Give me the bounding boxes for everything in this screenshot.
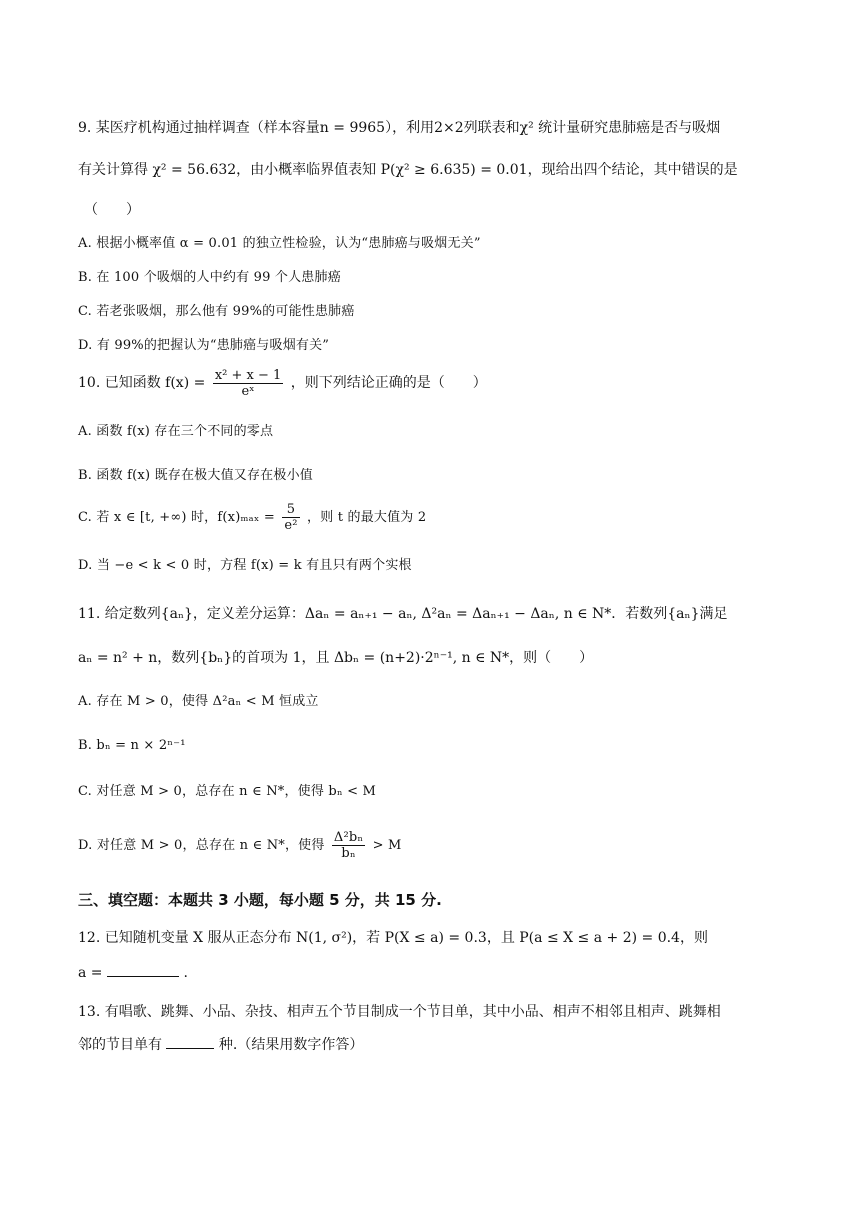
- q11-option-c: C. 对任意 M > 0，总存在 n ∈ N*，使得 bₙ < M: [78, 784, 377, 799]
- q11-option-d-pre: D. 对任意 M > 0，总存在 n ∈ N*，使得: [78, 838, 325, 853]
- q10-stem: [78, 366, 800, 400]
- q9-option-d: D. 有 99%的把握认为“患肺癌与吸烟有关”: [78, 338, 330, 353]
- q10-stem-post: ，则下列结论正确的是（ ）: [290, 375, 487, 391]
- q11-option-d-denominator: bₙ: [341, 846, 356, 861]
- q10-stem-pre: 10. 已知函数 f(x) =: [78, 375, 206, 391]
- q10-option-a: A. 函数 f(x) 存在三个不同的零点: [78, 424, 274, 439]
- q9-option-c: C. 若老张吸烟，那么他有 99%的可能性患肺癌: [78, 304, 355, 319]
- section-heading-fill-in: 三、填空题：本题共 3 小题，每小题 5 分，共 15 分.: [78, 891, 442, 909]
- q12-stem-line1: 12. 已知随机变量 X 服从正态分布 N(1, σ²)，若 P(X ≤ a) = 0.3，且 P(a ≤ X ≤ a + 2) = 0.4，则: [78, 930, 708, 946]
- q9-stem-line1: 9. 某医疗机构通过抽样调查（样本容量n = 9965），利用2×2列联表和χ² 统计量研究患肺癌是否与吸烟: [78, 120, 721, 136]
- q11-option-d-post: > M: [372, 838, 402, 853]
- q9-option-a: A. 根据小概率值 α = 0.01 的独立性检验，认为“患肺癌与吸烟无关”: [78, 236, 481, 251]
- q10-option-b: B. 函数 f(x) 既存在极大值又存在极小值: [78, 468, 313, 483]
- q11-option-d: [78, 826, 800, 866]
- q13-answer-blank[interactable]: [166, 1034, 214, 1049]
- q10-fraction-numerator: x² + x − 1: [214, 367, 282, 383]
- q11-stem-line1: 11. 给定数列{aₙ}，定义差分运算：Δaₙ = aₙ₊₁ − aₙ, Δ²aₙ = Δaₙ₊₁ − Δaₙ, n ∈ N*．若数列{aₙ}满足: [78, 606, 728, 622]
- q10-option-c: [78, 500, 800, 536]
- q12-answer-label: a =: [78, 965, 103, 981]
- q11-option-b: B. bₙ = n × 2ⁿ⁻¹: [78, 738, 186, 753]
- q11-option-d-numerator: Δ²bₙ: [333, 830, 364, 845]
- q10-option-c-numerator: 5: [282, 502, 299, 518]
- q11-option-d-fraction: [332, 830, 365, 861]
- q12-line-end: .: [183, 965, 188, 981]
- q10-option-d: D. 当 −e < k < 0 时，方程 f(x) = k 有且只有两个实根: [78, 558, 412, 573]
- q12-answer-blank[interactable]: [107, 962, 179, 977]
- q13-text-post: 种.（结果用数字作答）: [218, 1037, 364, 1053]
- q10-fraction-denominator: eˣ: [241, 383, 255, 399]
- q12-stem-line2: [78, 962, 800, 983]
- q13-stem-line1: 13. 有唱歌、跳舞、小品、杂技、相声五个节目制成一个节目单，其中小品、相声不相邻且相声、跳舞相: [78, 1004, 721, 1020]
- q10-option-c-denominator: e²: [284, 518, 298, 533]
- q9-answer-paren: （ ）: [84, 202, 140, 218]
- q10-fraction: [213, 368, 283, 399]
- q11-option-a: A. 存在 M > 0，使得 Δ²aₙ < M 恒成立: [78, 694, 319, 709]
- q9-stem-line2: 有关计算得 χ² = 56.632，由小概率临界值表知 P(χ² ≥ 6.635) = 0.01，现给出四个结论，其中错误的是: [78, 162, 738, 178]
- q13-stem-line2: [78, 1034, 800, 1055]
- q11-stem-line2: aₙ = n² + n，数列{bₙ}的首项为 1，且 Δbₙ = (n+2)·2ⁿ⁻¹, n ∈ N*，则（ ）: [78, 650, 594, 666]
- q10-option-c-post: ，则 t 的最大值为 2: [307, 510, 427, 525]
- q10-option-c-pre: C. 若 x ∈ [t, +∞) 时，f(x)ₘₐₓ =: [78, 510, 275, 525]
- q10-option-c-fraction: [282, 502, 299, 533]
- q9-option-b: B. 在 100 个吸烟的人中约有 99 个人患肺癌: [78, 270, 341, 285]
- q13-text-pre: 邻的节目单有: [78, 1037, 162, 1053]
